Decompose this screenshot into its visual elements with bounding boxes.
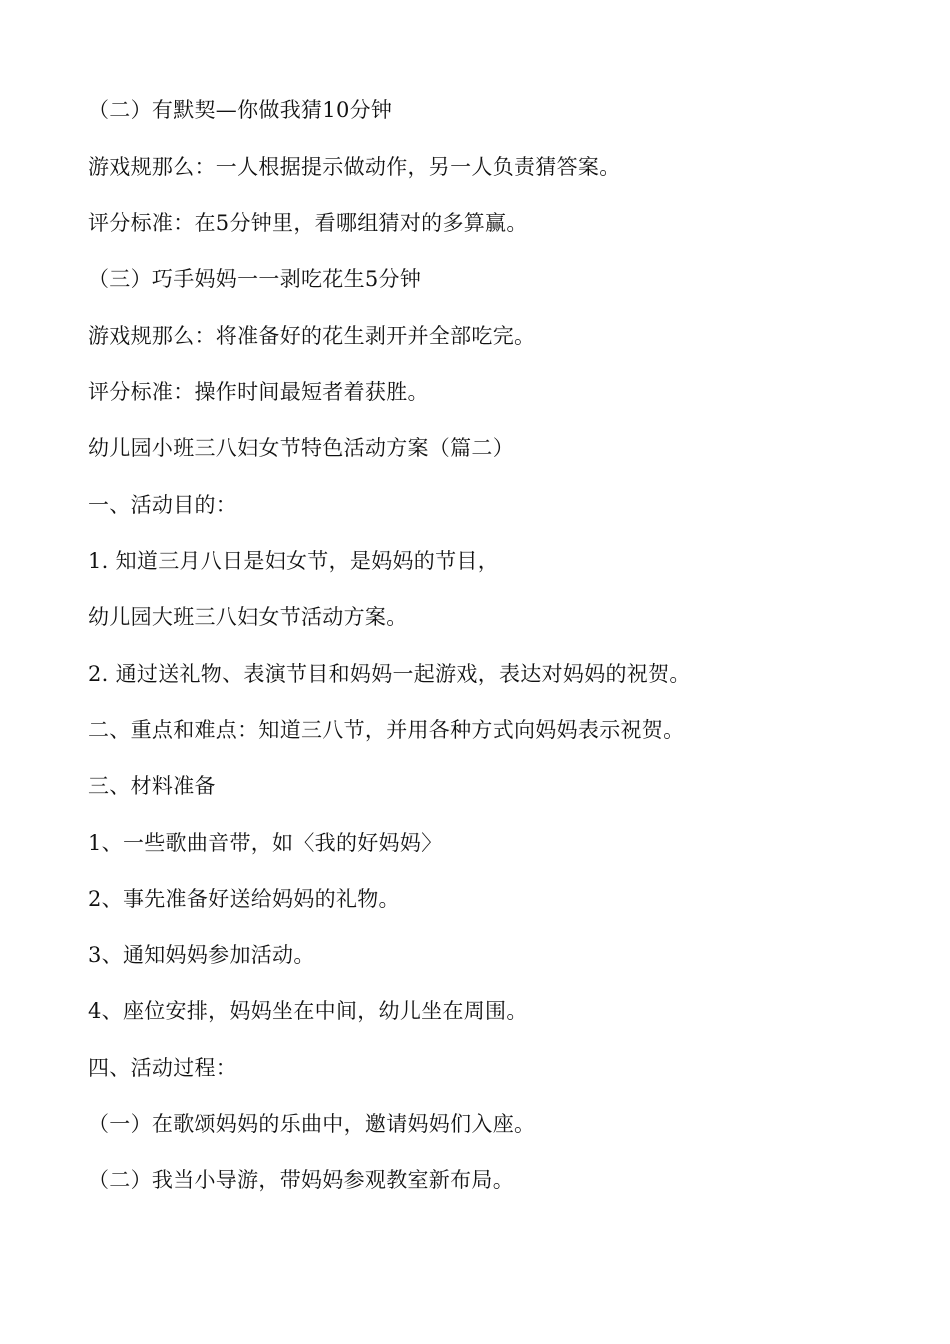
paragraph-line: 评分标准：操作时间最短者着获胜。: [88, 380, 429, 404]
document-title-part-two: 幼儿园小班三八妇女节特色活动方案（篇二）: [88, 436, 514, 460]
list-item: 1、一些歌曲音带，如〈我的好妈妈〉: [88, 831, 443, 855]
list-item: （二）我当小导游，带妈妈参观教室新布局。: [88, 1168, 514, 1192]
list-item: 3、通知妈妈参加活动。: [88, 943, 315, 967]
section-heading-peanut-game: （三）巧手妈妈一一剥吃花生5分钟: [88, 267, 422, 291]
paragraph-line: 游戏规那么：一人根据提示做动作，另一人负责猜答案。: [88, 155, 621, 179]
paragraph-line: 游戏规那么：将准备好的花生剥开并全部吃完。: [88, 324, 536, 348]
section-heading-key-points: 二、重点和难点：知道三八节，并用各种方式向妈妈表示祝贺。: [88, 718, 685, 742]
section-heading-process: 四、活动过程：: [88, 1056, 238, 1080]
list-item: 1. 知道三月八日是妇女节，是妈妈的节目，: [88, 549, 500, 573]
list-item: 2、事先准备好送给妈妈的礼物。: [88, 887, 400, 911]
section-heading-materials: 三、材料准备: [88, 774, 216, 798]
paragraph-line: 评分标准：在5分钟里，看哪组猜对的多算赢。: [88, 211, 528, 235]
list-item: （一）在歌颂妈妈的乐曲中，邀请妈妈们入座。: [88, 1112, 536, 1136]
section-heading-guess-game: （二）有默契—你做我猜10分钟: [88, 98, 393, 122]
list-item: 2. 通过送礼物、表演节目和妈妈一起游戏，表达对妈妈的祝贺。: [88, 662, 691, 686]
list-item: 4、座位安排，妈妈坐在中间，幼儿坐在周围。: [88, 999, 528, 1023]
paragraph-line: 幼儿园大班三八妇女节活动方案。: [88, 605, 408, 629]
section-heading-objectives: 一、活动目的：: [88, 493, 238, 517]
